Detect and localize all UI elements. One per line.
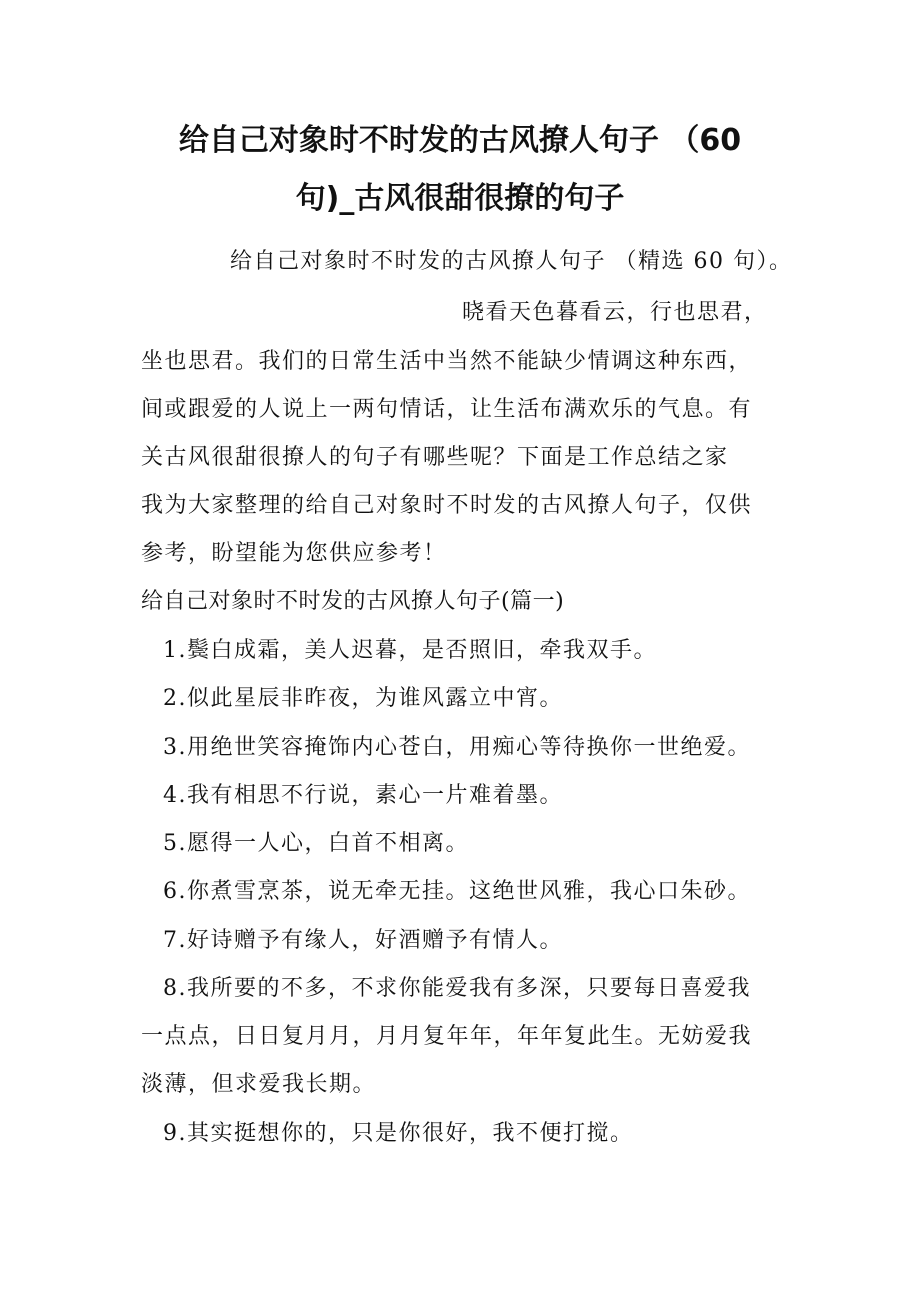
intro-line-6: 我为大家整理的给自己对象时不时发的古风撩人句子，仅供 xyxy=(141,493,753,518)
list-item-8-line-3: 淡薄，但求爱我长期。 xyxy=(141,1072,377,1097)
list-item: 4.我有相思不行说，素心一片难着墨。 xyxy=(163,783,563,808)
list-item: 9.其实挺想你的，只是你很好，我不便打搅。 xyxy=(163,1121,634,1146)
list-item: 2.似此星辰非昨夜，为谁风露立中宵。 xyxy=(163,686,563,711)
list-item: 3.用绝世笑容掩饰内心苍白，用痴心等待换你一世绝爱。 xyxy=(163,735,751,760)
list-item-8-line-1: 8.我所要的不多，不求你能爱我有多深，只要每日喜爱我 xyxy=(163,976,751,1001)
list-item: 1.鬓白成霜，美人迟暮，是否照旧，牵我双手。 xyxy=(163,638,657,663)
document-title xyxy=(120,112,800,228)
intro-line-5: 关古风很甜很撩人的句子有哪些呢？下面是工作总结之家 xyxy=(141,445,729,470)
list-item: 5.愿得一人心，白首不相离。 xyxy=(163,831,469,856)
title-line-1: 给自己对象时不时发的古风撩人句子 （60 xyxy=(178,123,742,158)
intro-line-4: 间或跟爱的人说上一两句情话，让生活布满欢乐的气息。有 xyxy=(141,397,753,422)
section-heading: 给自己对象时不时发的古风撩人句子(篇一) xyxy=(141,589,565,614)
intro-line-7: 参考，盼望能为您供应参考！ xyxy=(141,541,447,566)
intro-line-2: 晓看天色暮看云，行也思君， xyxy=(462,300,768,325)
list-item-8-line-2: 一点点，日日复月月，月月复年年，年年复此生。无妨爱我 xyxy=(141,1024,753,1049)
list-item: 6.你煮雪烹茶，说无牵无挂。这绝世风雅，我心口朱砂。 xyxy=(163,879,751,904)
list-item: 7.好诗赠予有缘人，好酒赠予有情人。 xyxy=(163,928,563,953)
intro-line-1: 给自己对象时不时发的古风撩人句子 （精选 60 句）。 xyxy=(230,249,793,274)
intro-line-3: 坐也思君。我们的日常生活中当然不能缺少情调这种东西， xyxy=(141,349,753,374)
title-line-2: 句)_古风很甜很撩的句子 xyxy=(295,181,625,216)
